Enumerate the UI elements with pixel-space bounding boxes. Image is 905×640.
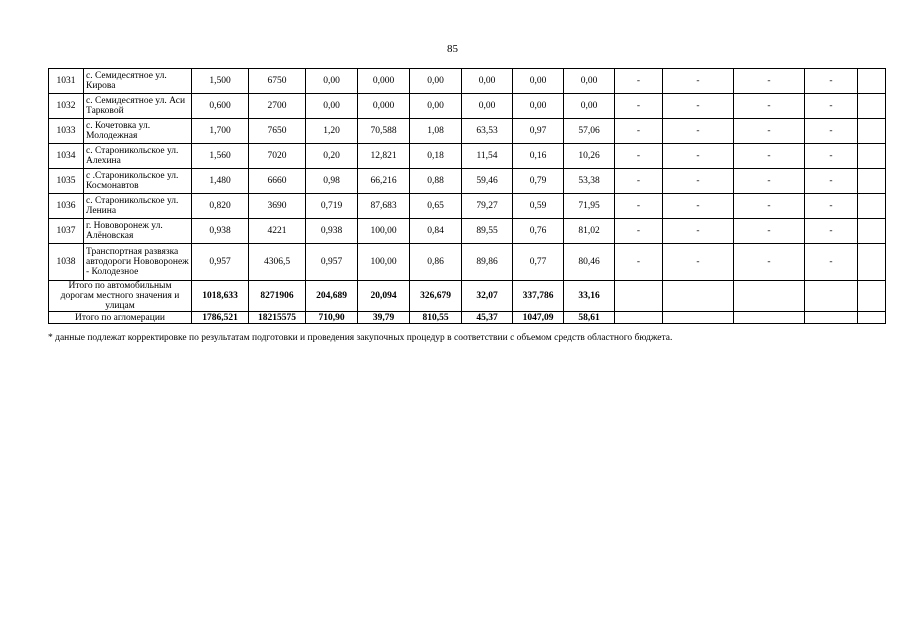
row-value: 53,38	[564, 169, 615, 194]
row-value: 1,700	[192, 119, 249, 144]
row-value: 1,480	[192, 169, 249, 194]
row-value: 57,06	[564, 119, 615, 144]
total-empty-cell	[615, 312, 663, 324]
row-empty-cell	[858, 144, 886, 169]
row-value: 81,02	[564, 219, 615, 244]
total-empty-cell	[858, 312, 886, 324]
row-name: с. Староникольское ул. Ленина	[84, 194, 192, 219]
row-value: 0,98	[306, 169, 358, 194]
row-dash: -	[615, 169, 663, 194]
row-dash: -	[663, 94, 734, 119]
row-dash: -	[615, 119, 663, 144]
row-value: 0,20	[306, 144, 358, 169]
row-value: 0,938	[192, 219, 249, 244]
row-value: 0,65	[410, 194, 462, 219]
row-value: 0,957	[306, 244, 358, 281]
row-value: 1,08	[410, 119, 462, 144]
total-value: 33,16	[564, 281, 615, 312]
row-dash: -	[615, 94, 663, 119]
row-name: Транспортная развязка автодороги Нововоронеж - Колодезное	[84, 244, 192, 281]
row-dash: -	[663, 119, 734, 144]
row-value: 0,000	[358, 69, 410, 94]
row-dash: -	[734, 244, 805, 281]
row-dash: -	[663, 244, 734, 281]
row-dash: -	[805, 69, 858, 94]
row-value: 0,97	[513, 119, 564, 144]
row-value: 71,95	[564, 194, 615, 219]
row-name: с .Староникольское ул. Космонавтов	[84, 169, 192, 194]
total-empty-cell	[805, 281, 858, 312]
row-value: 0,00	[410, 69, 462, 94]
table-row	[49, 119, 886, 144]
row-value: 4306,5	[249, 244, 306, 281]
table-row	[49, 144, 886, 169]
row-name: с. Староникольское ул. Алехина	[84, 144, 192, 169]
row-value: 0,00	[564, 69, 615, 94]
data-table	[48, 68, 886, 324]
row-id: 1037	[49, 219, 84, 244]
row-id: 1032	[49, 94, 84, 119]
table-row	[49, 94, 886, 119]
row-dash: -	[805, 194, 858, 219]
row-value: 1,560	[192, 144, 249, 169]
row-empty-cell	[858, 94, 886, 119]
total-value: 810,55	[410, 312, 462, 324]
total-value: 45,37	[462, 312, 513, 324]
row-value: 79,27	[462, 194, 513, 219]
row-value: 0,00	[513, 94, 564, 119]
row-empty-cell	[858, 169, 886, 194]
page-number: 85	[447, 43, 458, 55]
row-value: 4221	[249, 219, 306, 244]
row-dash: -	[615, 194, 663, 219]
row-dash: -	[663, 219, 734, 244]
total-empty-cell	[858, 281, 886, 312]
total-value: 58,61	[564, 312, 615, 324]
row-value: 0,18	[410, 144, 462, 169]
row-value: 0,719	[306, 194, 358, 219]
table-row	[49, 244, 886, 281]
row-dash: -	[734, 69, 805, 94]
row-value: 0,00	[306, 69, 358, 94]
row-dash: -	[805, 119, 858, 144]
row-id: 1033	[49, 119, 84, 144]
row-dash: -	[805, 244, 858, 281]
row-name: с. Семидесятное ул. Аси Тарковой	[84, 94, 192, 119]
row-dash: -	[805, 169, 858, 194]
row-value: 0,600	[192, 94, 249, 119]
total-value: 8271906	[249, 281, 306, 312]
row-id: 1035	[49, 169, 84, 194]
row-value: 7650	[249, 119, 306, 144]
row-dash: -	[805, 94, 858, 119]
total-value: 20,094	[358, 281, 410, 312]
row-value: 87,683	[358, 194, 410, 219]
row-value: 100,00	[358, 219, 410, 244]
row-value: 0,00	[462, 69, 513, 94]
row-value: 70,588	[358, 119, 410, 144]
row-value: 0,000	[358, 94, 410, 119]
row-value: 0,00	[410, 94, 462, 119]
row-dash: -	[663, 169, 734, 194]
row-dash: -	[805, 219, 858, 244]
row-id: 1038	[49, 244, 84, 281]
row-empty-cell	[858, 69, 886, 94]
row-value: 6660	[249, 169, 306, 194]
row-value: 89,86	[462, 244, 513, 281]
row-value: 7020	[249, 144, 306, 169]
row-empty-cell	[858, 219, 886, 244]
row-value: 0,86	[410, 244, 462, 281]
total-value: 326,679	[410, 281, 462, 312]
total-label: Итого по агломерации	[49, 312, 192, 324]
row-dash: -	[734, 144, 805, 169]
row-dash: -	[734, 219, 805, 244]
row-dash: -	[663, 194, 734, 219]
row-value: 0,59	[513, 194, 564, 219]
row-empty-cell	[858, 244, 886, 281]
row-empty-cell	[858, 119, 886, 144]
total-label: Итого по автомобильным дорогам местного значения и улицам	[49, 281, 192, 312]
row-dash: -	[734, 119, 805, 144]
row-id: 1031	[49, 69, 84, 94]
row-value: 63,53	[462, 119, 513, 144]
row-dash: -	[734, 169, 805, 194]
row-value: 0,938	[306, 219, 358, 244]
total-value: 337,786	[513, 281, 564, 312]
row-value: 0,88	[410, 169, 462, 194]
row-value: 0,84	[410, 219, 462, 244]
row-value: 1,500	[192, 69, 249, 94]
total-value: 32,07	[462, 281, 513, 312]
row-value: 0,16	[513, 144, 564, 169]
total-empty-cell	[734, 281, 805, 312]
row-value: 0,77	[513, 244, 564, 281]
row-value: 11,54	[462, 144, 513, 169]
row-name: с. Кочетовка ул. Молодежная	[84, 119, 192, 144]
row-value: 89,55	[462, 219, 513, 244]
row-value: 0,00	[513, 69, 564, 94]
total-value: 1047,09	[513, 312, 564, 324]
row-value: 66,216	[358, 169, 410, 194]
row-value: 0,79	[513, 169, 564, 194]
row-value: 59,46	[462, 169, 513, 194]
total-empty-cell	[663, 281, 734, 312]
total-empty-cell	[663, 312, 734, 324]
row-value: 100,00	[358, 244, 410, 281]
row-value: 0,820	[192, 194, 249, 219]
row-value: 6750	[249, 69, 306, 94]
row-value: 0,00	[564, 94, 615, 119]
total-value: 710,90	[306, 312, 358, 324]
table-row	[49, 169, 886, 194]
row-dash: -	[805, 144, 858, 169]
row-value: 80,46	[564, 244, 615, 281]
row-empty-cell	[858, 194, 886, 219]
total-empty-cell	[615, 281, 663, 312]
row-dash: -	[615, 144, 663, 169]
total-value: 39,79	[358, 312, 410, 324]
total-value: 204,689	[306, 281, 358, 312]
row-name: г. Нововоронеж ул. Алёновская	[84, 219, 192, 244]
total-row	[49, 281, 886, 312]
row-value: 12,821	[358, 144, 410, 169]
row-dash: -	[663, 144, 734, 169]
total-empty-cell	[734, 312, 805, 324]
row-dash: -	[615, 219, 663, 244]
total-row	[49, 312, 886, 324]
row-value: 0,957	[192, 244, 249, 281]
row-dash: -	[615, 244, 663, 281]
row-value: 0,76	[513, 219, 564, 244]
row-value: 10,26	[564, 144, 615, 169]
footnote: * данные подлежат корректировке по результатам подготовки и проведения закупочных процедур в соответствии с объемом средств областного бюджета.	[48, 333, 673, 343]
row-value: 2700	[249, 94, 306, 119]
row-dash: -	[663, 69, 734, 94]
row-value: 0,00	[306, 94, 358, 119]
row-name: с. Семидесятное ул. Кирова	[84, 69, 192, 94]
table-row	[49, 219, 886, 244]
table-row	[49, 194, 886, 219]
row-id: 1036	[49, 194, 84, 219]
total-value: 1786,521	[192, 312, 249, 324]
row-value: 1,20	[306, 119, 358, 144]
row-value: 0,00	[462, 94, 513, 119]
table-row	[49, 69, 886, 94]
total-value: 18215575	[249, 312, 306, 324]
row-value: 3690	[249, 194, 306, 219]
row-dash: -	[734, 94, 805, 119]
row-dash: -	[734, 194, 805, 219]
row-dash: -	[615, 69, 663, 94]
row-id: 1034	[49, 144, 84, 169]
total-empty-cell	[805, 312, 858, 324]
total-value: 1018,633	[192, 281, 249, 312]
